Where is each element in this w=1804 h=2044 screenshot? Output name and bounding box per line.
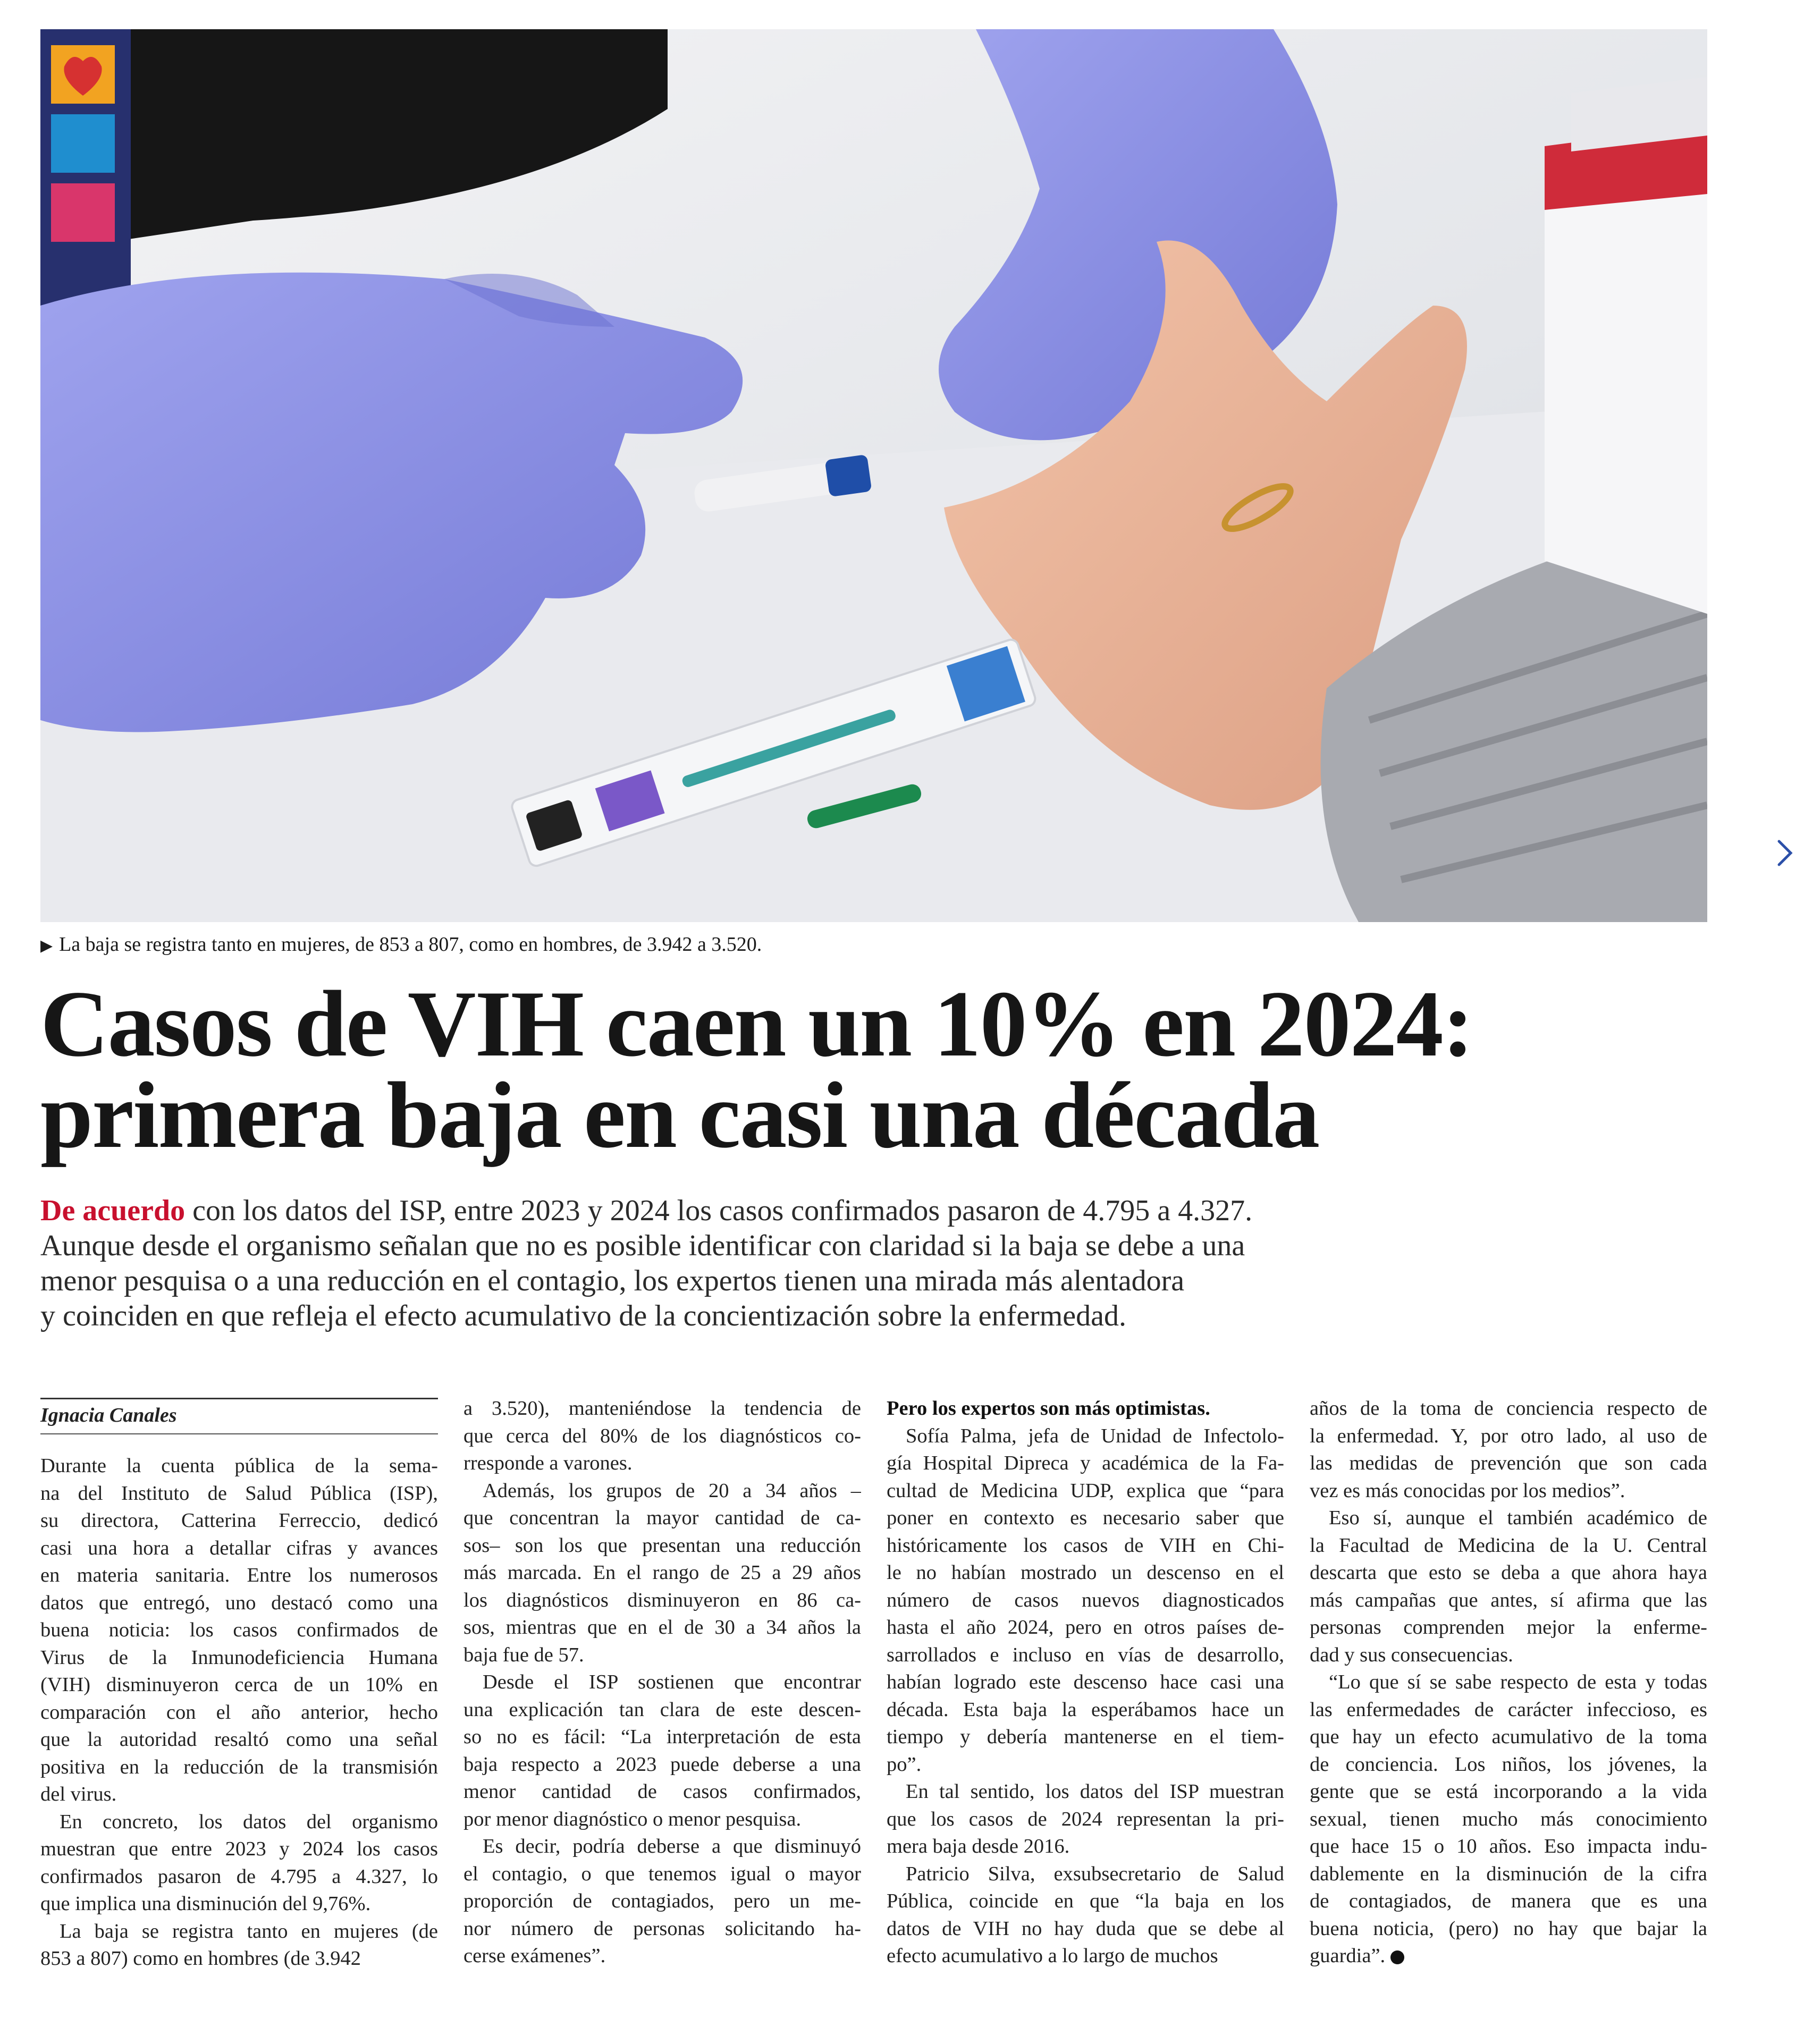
column-text-line: que la autoridad resaltó como una señal — [40, 1728, 438, 1751]
column-text-line: número de casos nuevos diagnosticados — [887, 1589, 1284, 1611]
lead-line-1 — [40, 1193, 1715, 1228]
column-text-line: datos de VIH no hay duda que se debe al — [887, 1917, 1284, 1940]
column-text-line: Es decir, podría deberse a que disminuyó — [483, 1835, 861, 1857]
column-text-line: que concentran la mayor cantidad de ca- — [463, 1507, 861, 1529]
column-text-line: de contagiados, de manera que es una — [1310, 1890, 1707, 1912]
column-text-line: gía Hospital Dipreca y académica de la Fa- — [887, 1452, 1284, 1474]
author-byline: Ignacia Canales — [40, 1398, 438, 1434]
column-text-line: baja fue de 57. — [463, 1643, 584, 1666]
column-text-line: las enfermedades de carácter infeccioso, es — [1310, 1698, 1707, 1721]
column-text-line: históricamente los casos de VIH en Chi- — [887, 1534, 1284, 1557]
column-text-line: na del Instituto de Salud Pública (ISP), — [40, 1482, 438, 1505]
column-text-line: guardia”. — [1310, 1942, 1707, 1970]
lead-line-1-text: con los datos del ISP, entre 2023 y 2024 los casos confirmados pasaron de 4.795 a 4.327. — [185, 1194, 1253, 1227]
column-text-line: dablemente en la disminución de la cifra — [1310, 1862, 1707, 1885]
lead-in: De acuerdo — [40, 1194, 186, 1227]
column-text-line: “Lo que sí se sabe respecto de esta y todas — [1329, 1671, 1707, 1693]
column-text-line: hasta el año 2024, pero en otros países de- — [887, 1616, 1284, 1638]
column-text-line: Sofía Palma, jefa de Unidad de Infectolo- — [906, 1424, 1284, 1447]
column-text-line: buena noticia: los casos confirmados de — [40, 1619, 438, 1641]
column-text-line: su directora, Catterina Ferreccio, dedicó — [40, 1509, 438, 1532]
column-text-line: la enfermedad. Y, por otro lado, al uso de — [1310, 1424, 1707, 1447]
column-text-line: el contagio, o que tenemos igual o mayor — [463, 1862, 861, 1885]
caption-text: La baja se registra tanto en mujeres, de 853 a 807, como en hombres, de 3.942 a 3.520. — [59, 933, 762, 956]
chevron-right-icon — [1776, 839, 1794, 867]
column-text-line: Patricio Silva, exsubsecretario de Salud — [906, 1862, 1284, 1885]
column-text-line: que hay un efecto acumulativo de la toma — [1310, 1726, 1707, 1748]
column-text-line: muestran que entre 2023 y 2024 los casos — [40, 1838, 438, 1860]
column-text-line: En concreto, los datos del organismo — [60, 1810, 438, 1833]
column-text-line: que los casos de 2024 representan la pri- — [887, 1807, 1284, 1830]
column-text-line: en materia sanitaria. Entre los numerosos — [40, 1564, 438, 1586]
column-text-line: Pública, coincide en que “la baja en los — [887, 1890, 1284, 1912]
caption-marker: ▶ — [40, 936, 53, 955]
column-text-line: nor número de personas solicitando ha- — [463, 1917, 861, 1940]
column-text-line: que implica una disminución del 9,76%. — [40, 1893, 371, 1915]
lead-line-3: menor pesquisa o a una reducción en el contagio, los expertos tienen una mirada más alentadora — [40, 1264, 1185, 1297]
column-text-line: a 3.520), manteniéndose la tendencia de — [463, 1397, 861, 1420]
photo-caption — [40, 931, 1688, 958]
column-text-line: sos– son los que presentan una reducción — [463, 1534, 861, 1557]
article-photo — [40, 29, 1707, 922]
column-text-line: gente que se está incorporando a la vida — [1310, 1780, 1707, 1803]
column-text-line: sarrollados e incluso en vías de desarrollo, — [887, 1643, 1284, 1666]
column-text-line: En tal sentido, los datos del ISP muestran — [906, 1780, 1284, 1803]
lead-line-4: y coinciden en que refleja el efecto acumulativo de la concientización sobre la enfermedad. — [40, 1299, 1126, 1332]
column-text-line: años de la toma de conciencia respecto de — [1310, 1397, 1707, 1420]
article-column-4 — [1310, 1395, 1707, 1970]
column-text-line: casi una hora a detallar cifras y avances — [40, 1536, 438, 1559]
column-text-line: década. Esta baja la esperábamos hace un — [887, 1698, 1284, 1721]
column-text-line: habían logrado este descenso hace casi una — [887, 1671, 1284, 1693]
column-text-line: efecto acumulativo a lo largo de muchos — [887, 1945, 1218, 1967]
next-page-button[interactable] — [1770, 837, 1800, 869]
column-text-line: baja respecto a 2023 puede deberse a una — [463, 1753, 861, 1776]
column-text-line: Además, los grupos de 20 a 34 años – — [483, 1479, 861, 1502]
column-text-line: positiva en la reducción de la transmisión — [40, 1755, 438, 1778]
column-text-line: datos que entregó, uno destacó como una — [40, 1591, 438, 1614]
column-subhead: Pero los expertos son más optimistas. — [887, 1397, 1210, 1420]
column-text-line: menor cantidad de casos confirmados, — [463, 1780, 861, 1803]
column-text-line: personas comprenden mejor la enferme- — [1310, 1616, 1707, 1638]
column-text-line: que hace 15 o 10 años. Eso impacta indu- — [1310, 1835, 1707, 1857]
column-text-line: le no habían mostrado un descenso en el — [887, 1561, 1284, 1584]
column-text-line: buena noticia, (pero) no hay que bajar la — [1310, 1917, 1707, 1940]
column-text-line: por menor diagnóstico o menor pesquisa. — [463, 1807, 802, 1830]
column-text-line: vez es más conocidas por los medios”. — [1310, 1479, 1625, 1502]
column-text-line: poner en contexto es necesario saber que — [887, 1507, 1284, 1529]
column-text-line: las medidas de prevención que son cada — [1310, 1452, 1707, 1474]
column-text-line: del virus. — [40, 1783, 117, 1805]
column-text-line: descarta que esto se deba a que ahora haya — [1310, 1561, 1707, 1584]
column-text-line: que cerca del 80% de los diagnósticos co- — [463, 1424, 861, 1447]
column-text-line: 853 a 807) como en hombres (de 3.942 — [40, 1947, 361, 1970]
headline-line-2: primera baja en casi una década — [40, 1062, 1319, 1168]
article-column-3 — [887, 1395, 1284, 1970]
column-text-line: La baja se registra tanto en mujeres (de — [60, 1920, 438, 1942]
column-text-line: Durante la cuenta pública de la sema- — [40, 1455, 438, 1477]
column-text-line: sexual, tienen mucho más conocimiento — [1310, 1807, 1707, 1830]
column-text-line: más marcada. En el rango de 25 a 29 años — [463, 1561, 861, 1584]
column-text-line: sos, mientras que en el de 30 a 34 años la — [463, 1616, 861, 1638]
column-text-line: comparación con el año anterior, hecho — [40, 1701, 438, 1724]
column-text-line: Virus de la Inmunodeficiencia Humana — [40, 1646, 438, 1669]
column-text-line: una explicación tan clara de este descen- — [463, 1698, 861, 1721]
column-text-line: confirmados pasaron de 4.795 a 4.327, lo — [40, 1865, 438, 1888]
article-column-1 — [40, 1452, 438, 1973]
column-text-line: rresponde a varones. — [463, 1452, 633, 1474]
article-headline — [40, 971, 1715, 1168]
column-text-line: de conciencia. Los niños, los jóvenes, la — [1310, 1753, 1707, 1776]
column-text-line: so no es fácil: “La interpretación de esta — [463, 1726, 861, 1748]
column-text-line: Eso sí, aunque el también académico de — [1329, 1507, 1707, 1529]
end-of-article-mark — [1390, 1950, 1404, 1964]
column-text-line: dad y sus consecuencias. — [1310, 1643, 1513, 1666]
column-text-line: más campañas que antes, sí afirma que las — [1310, 1589, 1707, 1611]
column-text-line: cerse exámenes”. — [463, 1945, 606, 1967]
column-text-line: proporción de contagiados, pero un me- — [463, 1890, 861, 1912]
column-text-line: (VIH) disminuyeron cerca de un 10% en — [40, 1674, 438, 1696]
column-text-line: po”. — [887, 1753, 922, 1776]
hiv-rapid-test-photo — [40, 29, 1707, 922]
column-text-line: la Facultad de Medicina de la U. Central — [1310, 1534, 1707, 1557]
lead-line-2: Aunque desde el organismo señalan que no es posible identificar con claridad si la baja se debe a una — [40, 1229, 1245, 1262]
article-lead — [40, 1193, 1715, 1333]
article-column-2 — [463, 1395, 861, 1970]
column-text-line: cultad de Medicina UDP, explica que “para — [887, 1479, 1284, 1502]
column-text-line: tiempo y debería mantenerse en el tiem- — [887, 1726, 1284, 1748]
column-text-line: mera baja desde 2016. — [887, 1835, 1070, 1857]
headline-line-1: Casos de VIH caen un 10% en 2024: — [40, 971, 1473, 1076]
column-text-line: los diagnósticos disminuyeron en 86 ca- — [463, 1589, 861, 1611]
column-text-line: Desde el ISP sostienen que encontrar — [483, 1671, 861, 1693]
